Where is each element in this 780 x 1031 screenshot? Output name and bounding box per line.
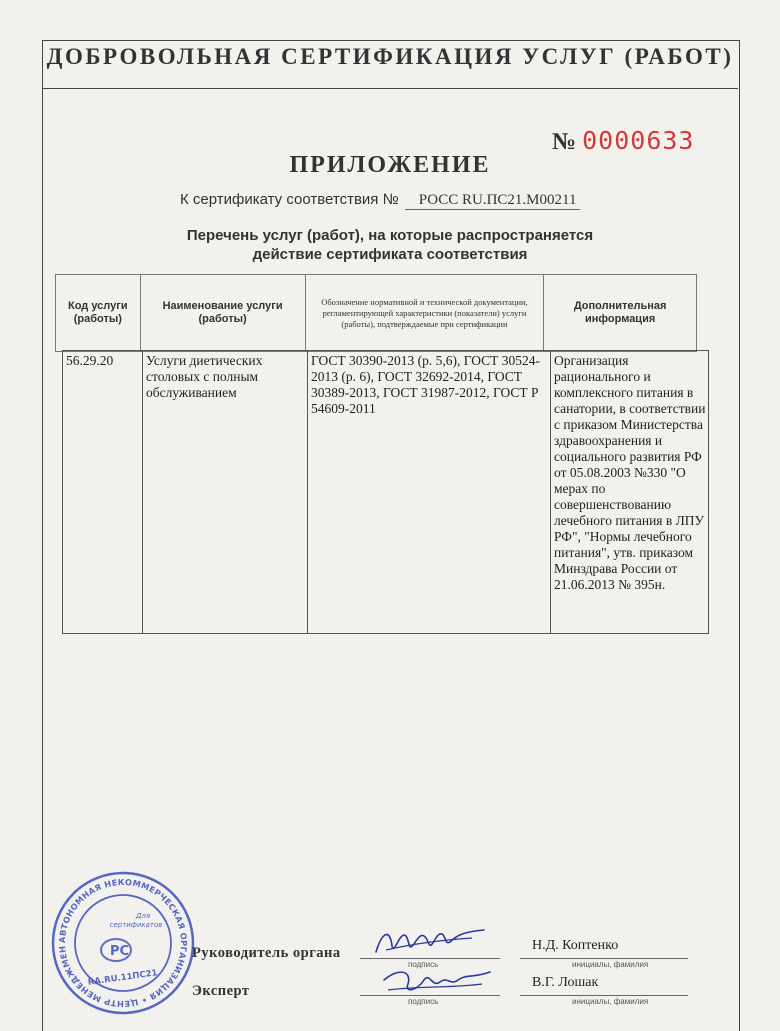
expert-signature-line bbox=[360, 995, 500, 996]
expert-name: В.Г. Лошак bbox=[532, 975, 599, 990]
cell-service-name: Услуги диетических столовых с полным обслуживанием bbox=[143, 351, 308, 633]
head-signature-caption: подпись bbox=[408, 960, 439, 969]
expert-name-line bbox=[520, 995, 688, 996]
organization-stamp bbox=[48, 868, 198, 1023]
expert-name-caption: инициалы, фамилия bbox=[572, 997, 649, 1006]
expert-signature-caption: подпись bbox=[408, 997, 439, 1006]
svg-text:АВТОНОМНАЯ НЕКОММЕРЧЕСКАЯ ОРГА: АВТОНОМНАЯ НЕКОММЕРЧЕСКАЯ ОРГАНИЗАЦИЯ • ЦЕНТР МЕНЕДЖМЕН bbox=[56, 876, 190, 1010]
table-header bbox=[55, 274, 697, 352]
header-divider bbox=[42, 88, 738, 89]
services-list-title-line1: Перечень услуг (работ), на которые распространяется bbox=[186, 227, 594, 244]
cell-normative-docs: ГОСТ 30390-2013 (р. 5,6), ГОСТ 30524-2013 (р. 6), ГОСТ 32692-2014, ГОСТ 30389-2013, ГОСТ 31987-2012, ГОСТ Р 54609-2011 bbox=[308, 351, 551, 633]
head-signature-line bbox=[360, 958, 500, 959]
certificate-reference bbox=[180, 191, 580, 210]
certificate-reference-label: К сертификату соответствия № bbox=[180, 191, 399, 208]
svg-text:РС: РС bbox=[110, 944, 130, 959]
expert-label: Эксперт bbox=[192, 983, 250, 999]
svg-text:Для: Для bbox=[135, 912, 151, 920]
head-name: Н.Д. Коптенко bbox=[532, 938, 619, 953]
services-list-title bbox=[42, 226, 738, 264]
blank-number-value: 0000633 bbox=[582, 126, 695, 155]
document-title: ПРИЛОЖЕНИЕ bbox=[289, 152, 491, 178]
number-sign: № bbox=[552, 129, 577, 155]
svg-text:RA.RU.11ПС21: RA.RU.11ПС21 bbox=[87, 968, 159, 988]
head-of-body-label: Руководитель органа bbox=[192, 945, 341, 961]
services-list-title-line2: действие сертификата соответствия bbox=[252, 246, 528, 263]
header-service-code: Код услуги (работы) bbox=[56, 275, 141, 351]
stamp-seal-icon bbox=[48, 868, 198, 1018]
header-normative-docs: Обозначение нормативной и технической документации, регламентирующей характеристики (показатели) услуги (работы), подтверждаемые при сертификации bbox=[306, 275, 545, 351]
head-name-line bbox=[520, 958, 688, 959]
head-name-caption: инициалы, фамилия bbox=[572, 960, 649, 969]
certification-header: ДОБРОВОЛЬНАЯ СЕРТИФИКАЦИЯ УСЛУГ (РАБОТ) bbox=[46, 44, 734, 69]
certificate-reference-value: РОСС RU.ПС21.М00211 bbox=[405, 192, 581, 210]
header-service-name: Наименование услуги (работы) bbox=[141, 275, 306, 351]
table-row bbox=[62, 350, 709, 634]
cell-service-code: 56.29.20 bbox=[63, 351, 143, 633]
header-additional-info: Дополнительная информация bbox=[573, 300, 667, 325]
cell-additional-info: Организация рационального и комплексного питания в санатории, в соответствии с приказом Министерства здравоохранения и социального развития РФ от 05.08.2003 №330 "О мерах по совершенствованию лечебного питания в ЛПУ РФ", "Нормы лечебного питания", утв. приказом Минздрава России от 21.06.2013 № 395н. bbox=[554, 353, 706, 592]
svg-text:сертификатов: сертификатов bbox=[109, 921, 163, 929]
